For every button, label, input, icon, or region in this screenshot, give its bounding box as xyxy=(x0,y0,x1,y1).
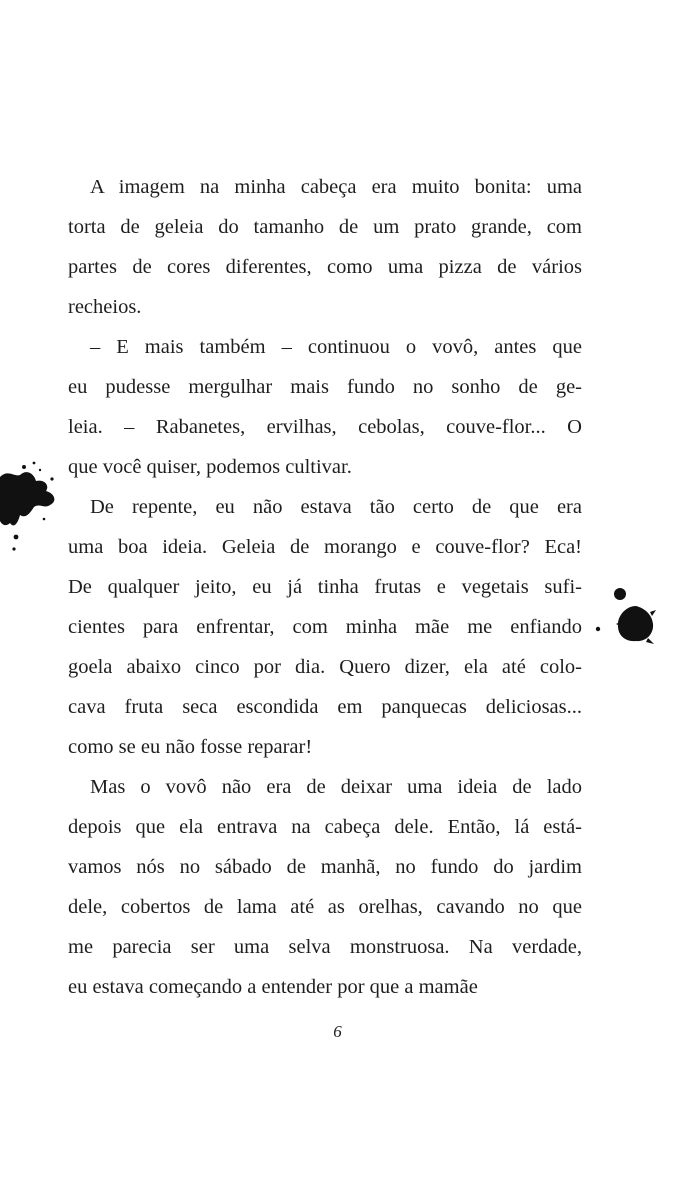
text-line: dele, cobertos de lama até as orelhas, cavando no que xyxy=(68,896,582,918)
text-line: cientes para enfrentar, com minha mãe me enfiando xyxy=(68,616,582,638)
text-line: torta de geleia do tamanho de um prato grande, com xyxy=(68,216,582,238)
ink-splat-right-icon xyxy=(590,582,660,652)
ink-splat-left-icon xyxy=(0,455,62,565)
text-line: eu pudesse mergulhar mais fundo no sonho de ge- xyxy=(68,376,582,398)
page-number: 6 xyxy=(333,1022,342,1041)
text-line: A imagem na minha cabeça era muito bonita: uma xyxy=(90,176,582,198)
text-line: uma boa ideia. Geleia de morango e couve-flor? Eca! xyxy=(68,536,582,558)
text-line: vamos nós no sábado de manhã, no fundo do jardim xyxy=(68,856,582,878)
text-line: eu estava começando a entender por que a mamãe xyxy=(68,976,478,998)
text-line: – E mais também – continuou o vovô, antes que xyxy=(90,336,582,358)
text-line: De repente, eu não estava tão certo de que era xyxy=(90,496,582,518)
text-line: Mas o vovô não era de deixar uma ideia de lado xyxy=(90,776,582,798)
text-line: cava fruta seca escondida em panquecas deliciosas... xyxy=(68,696,582,718)
text-line: me parecia ser uma selva monstruosa. Na verdade, xyxy=(68,936,582,958)
text-line: De qualquer jeito, eu já tinha frutas e vegetais sufi- xyxy=(68,576,582,598)
text-line: depois que ela entrava na cabeça dele. Então, lá está- xyxy=(68,816,582,838)
text-line: goela abaixo cinco por dia. Quero dizer, ela até colo- xyxy=(68,656,582,678)
text-line: como se eu não fosse reparar! xyxy=(68,736,313,758)
text-line: recheios. xyxy=(68,296,142,318)
text-line: partes de cores diferentes, como uma pizza de vários xyxy=(68,256,582,278)
text-line: leia. – Rabanetes, ervilhas, cebolas, couve-flor... O xyxy=(68,416,582,438)
text-line: que você quiser, podemos cultivar. xyxy=(68,456,352,478)
